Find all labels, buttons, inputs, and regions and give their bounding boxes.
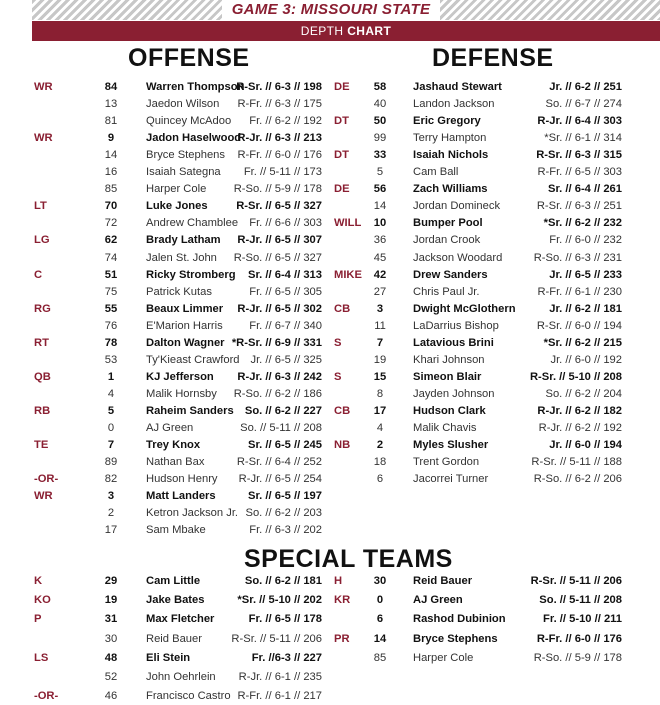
jersey-number: 53 [104, 353, 118, 366]
jersey-number: 2 [107, 507, 115, 520]
jersey-number: 8 [376, 387, 384, 400]
player-name: Sam Mbake [146, 524, 206, 537]
player-class-height-weight: Fr. // 6-2 // 192 [249, 115, 322, 128]
player-name: E'Marion Harris [146, 319, 223, 332]
offense-heading: OFFENSE [128, 44, 250, 72]
player-row [334, 437, 622, 454]
player-name: Hudson Henry [146, 473, 218, 486]
player-row [334, 181, 622, 198]
jersey-number: 27 [373, 285, 387, 298]
player-row [34, 164, 322, 181]
player-class-height-weight: R-Jr. // 6-1 // 235 [238, 671, 322, 683]
position-label: CB [334, 302, 351, 315]
player-row [34, 437, 322, 454]
player-name: Dwight McGlothern [413, 302, 516, 315]
player-class-height-weight: Fr. // 6-5 // 305 [249, 285, 322, 298]
player-row [334, 352, 622, 369]
position-label: RG [34, 302, 51, 315]
player-row [34, 130, 322, 147]
player-class-height-weight: R-Fr. // 6-5 // 303 [537, 166, 622, 179]
player-row [334, 471, 622, 488]
player-row [34, 284, 322, 301]
player-row [34, 318, 322, 335]
player-name: John Oehrlein [146, 671, 216, 683]
player-name: Zach Williams [413, 183, 488, 196]
position-label: DE [334, 183, 350, 196]
player-row [334, 250, 622, 267]
player-row [34, 113, 322, 130]
jersey-number: 42 [373, 268, 387, 281]
jersey-number: 46 [104, 690, 118, 703]
player-class-height-weight: R-Jr. // 6-5 // 254 [238, 473, 322, 486]
jersey-number: 7 [107, 439, 115, 452]
jersey-number: 82 [104, 473, 118, 486]
player-row [34, 250, 322, 267]
player-class-height-weight: R-So. // 6-5 // 327 [233, 251, 322, 264]
player-name: Latavious Brini [413, 336, 494, 349]
player-name: Cam Little [146, 575, 201, 587]
player-row [334, 232, 622, 249]
player-name: Malik Chavis [413, 422, 477, 434]
player-name: Matt Landers [146, 490, 216, 503]
position-label: S [334, 370, 342, 383]
jersey-number: 13 [104, 98, 118, 111]
player-class-height-weight: Sr. // 6-4 // 261 [547, 183, 622, 196]
player-row [334, 454, 622, 471]
position-label: -OR- [34, 473, 59, 486]
position-label: LG [34, 234, 50, 247]
player-name: Jordan Domineck [413, 200, 501, 213]
player-class-height-weight: R-Jr. // 6-5 // 307 [237, 234, 322, 247]
player-class-height-weight: Fr. // 6-6 // 303 [249, 217, 322, 230]
position-label: CB [334, 404, 351, 417]
position-label: K [34, 575, 43, 587]
player-class-height-weight: Sr. // 6-5 // 197 [247, 490, 322, 503]
position-label: RB [34, 404, 51, 417]
player-row [34, 573, 322, 590]
player-name: Eli Stein [146, 651, 191, 664]
position-label: KR [334, 594, 351, 607]
player-row [334, 130, 622, 147]
position-label: WILL [334, 217, 362, 230]
position-label: LT [34, 200, 47, 213]
player-name: Isaiah Nichols [413, 149, 489, 162]
player-class-height-weight: R-Sr. // 6-3 // 198 [236, 81, 322, 93]
player-class-height-weight: R-So. // 5-9 // 178 [233, 183, 322, 196]
player-row [34, 147, 322, 164]
player-row [334, 386, 622, 403]
player-name: Harper Cole [413, 651, 474, 664]
player-name: Ketron Jackson Jr. [146, 507, 239, 520]
player-row [334, 611, 622, 628]
player-row [34, 669, 322, 686]
player-class-height-weight: R-Jr. // 6-4 // 303 [537, 115, 622, 128]
jersey-number: 18 [373, 456, 387, 469]
jersey-number: 6 [376, 613, 384, 626]
player-class-height-weight: So. // 6-2 // 204 [545, 387, 622, 400]
jersey-number: 81 [104, 115, 118, 128]
player-class-height-weight: R-Sr. // 6-3 // 315 [536, 149, 622, 162]
jersey-number: 78 [104, 336, 118, 349]
jersey-number: 99 [373, 132, 387, 145]
player-row [334, 420, 622, 437]
player-row [34, 611, 322, 628]
jersey-number: 55 [104, 302, 118, 315]
position-label: WR [34, 490, 53, 503]
position-label: DT [334, 149, 349, 162]
jersey-number: 19 [104, 594, 118, 607]
jersey-number: 45 [373, 251, 387, 264]
player-row [334, 284, 622, 301]
jersey-number: 76 [104, 319, 118, 332]
player-row [34, 454, 322, 471]
player-class-height-weight: R-Fr. // 6-1 // 230 [537, 285, 622, 298]
player-class-height-weight: R-Sr. // 5-11 // 206 [530, 575, 622, 587]
depth-chart-label-depth: DEPTH [300, 24, 344, 38]
position-label: NB [334, 439, 351, 452]
player-name: Khari Johnson [413, 353, 485, 366]
jersey-number: 0 [376, 594, 384, 607]
player-row [34, 198, 322, 215]
position-label: C [34, 268, 43, 281]
position-label: TE [34, 439, 49, 452]
jersey-number: 1 [107, 370, 115, 383]
jersey-number: 89 [104, 456, 118, 469]
player-class-height-weight: Fr. //6-3 // 227 [251, 651, 322, 664]
player-row [34, 232, 322, 249]
position-label: S [334, 336, 342, 349]
player-row [34, 181, 322, 198]
player-class-height-weight: R-Jr. // 6-5 // 302 [237, 302, 322, 315]
player-class-height-weight: Jr. // 6-5 // 325 [250, 353, 322, 366]
player-name: Jaedon Wilson [146, 98, 220, 111]
player-name: Beaux Limmer [146, 302, 224, 315]
jersey-number: 11 [374, 319, 386, 332]
player-class-height-weight: So. // 6-2 // 203 [245, 507, 322, 520]
jersey-number: 4 [107, 387, 115, 400]
player-class-height-weight: Sr. // 6-5 // 245 [247, 439, 322, 452]
player-name: Luke Jones [146, 200, 208, 213]
player-name: Jackson Woodard [413, 251, 503, 264]
player-name: AJ Green [146, 422, 194, 434]
player-name: Myles Slusher [413, 439, 489, 452]
player-row [34, 592, 322, 609]
player-name: Landon Jackson [413, 98, 495, 111]
player-class-height-weight: R-Fr. // 6-0 // 176 [237, 149, 322, 162]
player-class-height-weight: R-Jr. // 6-2 // 182 [537, 404, 622, 417]
jersey-number: 7 [376, 336, 384, 349]
jersey-number: 14 [373, 200, 387, 213]
depth-chart-bar [32, 21, 660, 41]
jersey-number: 50 [373, 115, 387, 128]
position-label: DT [334, 115, 349, 128]
player-row [34, 96, 322, 113]
player-class-height-weight: Jr. // 6-2 // 251 [549, 81, 622, 93]
player-class-height-weight: R-Sr. // 5-11 // 188 [531, 456, 622, 469]
game-title: GAME 3: MISSOURI STATE [222, 0, 440, 20]
player-row [334, 573, 622, 590]
player-class-height-weight: Jr. // 6-0 // 192 [550, 353, 622, 366]
player-name: Reid Bauer [413, 575, 473, 587]
player-class-height-weight: *Sr. // 6-2 // 215 [543, 336, 622, 349]
jersey-number: 75 [104, 285, 118, 298]
player-class-height-weight: R-Fr. // 6-0 // 176 [536, 632, 622, 645]
player-row [34, 386, 322, 403]
position-label: KO [34, 594, 51, 607]
player-row [34, 79, 322, 96]
player-row [334, 650, 622, 667]
jersey-number: 36 [373, 234, 387, 247]
player-class-height-weight: R-Sr. // 6-0 // 194 [536, 319, 622, 332]
player-class-height-weight: So. // 6-2 // 227 [244, 404, 322, 417]
jersey-number: 51 [104, 268, 118, 281]
player-class-height-weight: R-Sr. // 5-10 // 208 [529, 370, 622, 383]
jersey-number: 14 [104, 149, 118, 162]
player-row [34, 267, 322, 284]
player-class-height-weight: R-Jr. // 6-3 // 213 [237, 132, 322, 145]
position-label: LS [34, 651, 49, 664]
player-class-height-weight: R-So. // 6-2 // 186 [233, 387, 322, 400]
player-class-height-weight: R-Fr. // 6-3 // 175 [237, 98, 322, 111]
player-name: Rashod Dubinion [413, 613, 506, 626]
player-name: Cam Ball [413, 166, 459, 179]
player-row [334, 631, 622, 648]
jersey-number: 17 [373, 404, 387, 417]
jersey-number: 74 [104, 251, 118, 264]
player-name: Reid Bauer [146, 632, 202, 645]
position-label: WR [34, 81, 53, 93]
player-name: Jadon Haselwood [146, 132, 242, 145]
jersey-number: 58 [373, 81, 387, 93]
player-row [334, 164, 622, 181]
player-row [34, 505, 322, 522]
player-row [34, 488, 322, 505]
position-label: PR [334, 632, 350, 645]
player-row [334, 267, 622, 284]
jersey-number: 3 [107, 490, 115, 503]
player-name: Jalen St. John [146, 251, 217, 264]
jersey-number: 6 [376, 473, 384, 486]
jersey-number: 56 [373, 183, 387, 196]
player-name: Eric Gregory [413, 115, 481, 128]
player-name: Francisco Castro [146, 690, 231, 703]
player-class-height-weight: R-So. // 5-9 // 178 [533, 651, 622, 664]
player-row [334, 318, 622, 335]
player-class-height-weight: R-Sr. // 6-5 // 327 [236, 200, 322, 213]
player-class-height-weight: R-Sr. // 5-11 // 206 [231, 632, 322, 645]
player-name: Patrick Kutas [146, 285, 212, 298]
jersey-number: 30 [373, 575, 387, 587]
player-name: Malik Hornsby [146, 387, 217, 400]
player-class-height-weight: R-Sr. // 6-4 // 252 [236, 456, 322, 469]
position-label: WR [34, 132, 53, 145]
player-row [34, 471, 322, 488]
player-name: Max Fletcher [146, 613, 215, 626]
player-name: LaDarrius Bishop [413, 319, 499, 332]
player-name: Jashaud Stewart [413, 81, 502, 93]
jersey-number: 17 [104, 524, 118, 537]
player-name: Hudson Clark [413, 404, 486, 417]
player-row [334, 113, 622, 130]
jersey-number: 14 [373, 632, 387, 645]
player-name: Quincey McAdoo [146, 115, 232, 128]
jersey-number: 10 [373, 217, 387, 230]
player-row [34, 403, 322, 420]
player-row [34, 650, 322, 667]
player-name: Jayden Johnson [413, 387, 495, 400]
player-row [334, 403, 622, 420]
player-class-height-weight: Fr. // 5-11 // 173 [243, 166, 322, 179]
player-class-height-weight: So. // 5-11 // 208 [539, 594, 622, 607]
player-class-height-weight: Jr. // 6-5 // 233 [549, 268, 622, 281]
player-class-height-weight: *Sr. // 6-1 // 314 [544, 132, 622, 145]
player-name: Simeon Blair [413, 370, 482, 383]
player-row [34, 631, 322, 648]
player-row [334, 96, 622, 113]
player-class-height-weight: Fr. // 6-7 // 340 [249, 319, 322, 332]
player-name: Chris Paul Jr. [413, 285, 480, 298]
player-name: AJ Green [413, 594, 463, 607]
jersey-number: 5 [376, 166, 384, 179]
player-name: Jordan Crook [413, 234, 481, 247]
jersey-number: 0 [107, 422, 115, 434]
position-label: QB [34, 370, 51, 383]
jersey-number: 85 [104, 183, 118, 196]
player-name: Jacorrei Turner [413, 473, 489, 486]
jersey-number: 4 [376, 422, 384, 434]
player-row [34, 215, 322, 232]
player-class-height-weight: *Sr. // 5-10 // 202 [237, 594, 322, 607]
player-row [34, 335, 322, 352]
player-name: Drew Sanders [413, 268, 488, 281]
player-name: Bryce Stephens [413, 632, 498, 645]
jersey-number: 70 [104, 200, 118, 213]
player-class-height-weight: So. // 6-2 // 181 [244, 575, 322, 587]
jersey-number: 31 [104, 613, 118, 626]
player-class-height-weight: So. // 5-11 // 208 [240, 422, 322, 434]
player-name: Andrew Chamblee [146, 217, 239, 230]
player-name: Ty'Kieast Crawford [146, 353, 240, 366]
jersey-number: 62 [104, 234, 118, 247]
player-name: Jake Bates [146, 594, 205, 607]
jersey-number: 85 [373, 651, 387, 664]
position-label: DE [334, 81, 350, 93]
player-class-height-weight: So. // 6-7 // 274 [545, 98, 622, 111]
jersey-number: 3 [376, 302, 384, 315]
player-class-height-weight: Jr. // 6-2 // 181 [549, 302, 622, 315]
player-name: Bryce Stephens [146, 149, 225, 162]
player-row [334, 147, 622, 164]
player-class-height-weight: R-So. // 6-3 // 231 [533, 251, 622, 264]
position-label: P [34, 613, 42, 626]
player-row [34, 420, 322, 437]
player-class-height-weight: *Sr. // 6-2 // 232 [543, 217, 622, 230]
position-label: -OR- [34, 690, 59, 703]
player-row [334, 79, 622, 96]
player-class-height-weight: Sr. // 6-4 // 313 [247, 268, 322, 281]
player-class-height-weight: R-Jr. // 6-3 // 242 [237, 370, 322, 383]
defense-heading: DEFENSE [432, 44, 554, 72]
jersey-number: 15 [373, 370, 387, 383]
player-name: Bumper Pool [413, 217, 483, 230]
player-row [334, 369, 622, 386]
jersey-number: 5 [107, 404, 115, 417]
player-name: Brady Latham [146, 234, 221, 247]
player-row [334, 335, 622, 352]
position-label: MIKE [334, 268, 362, 281]
player-class-height-weight: Jr. // 6-0 // 194 [549, 439, 622, 452]
player-class-height-weight: *R-Sr. // 6-9 // 331 [231, 336, 322, 349]
jersey-number: 84 [104, 81, 118, 93]
player-row [34, 301, 322, 318]
player-name: KJ Jefferson [146, 370, 214, 383]
jersey-number: 29 [104, 575, 118, 587]
special-teams-heading: SPECIAL TEAMS [244, 545, 453, 573]
player-class-height-weight: Fr. // 5-10 // 211 [543, 613, 622, 626]
player-class-height-weight: R-Fr. // 6-1 // 217 [237, 690, 322, 703]
player-name: Ricky Stromberg [146, 268, 236, 281]
player-class-height-weight: Fr. // 6-3 // 202 [249, 524, 322, 537]
jersey-number: 16 [104, 166, 118, 179]
player-name: Terry Hampton [413, 132, 487, 145]
player-name: Warren Thompson [146, 81, 245, 93]
jersey-number: 48 [104, 651, 118, 664]
player-row [34, 352, 322, 369]
player-name: Isaiah Sategna [146, 166, 221, 179]
player-class-height-weight: R-So. // 6-2 // 206 [533, 473, 622, 486]
player-name: Trent Gordon [413, 456, 480, 469]
player-class-height-weight: R-Jr. // 6-2 // 192 [538, 422, 622, 434]
player-class-height-weight: Fr. // 6-5 // 178 [248, 613, 322, 626]
player-name: Trey Knox [146, 439, 201, 452]
position-label: RT [34, 336, 49, 349]
position-label: H [334, 575, 343, 587]
jersey-number: 2 [376, 439, 384, 452]
player-row [34, 688, 322, 705]
jersey-number: 52 [104, 671, 118, 683]
player-name: Nathan Bax [146, 456, 205, 469]
player-name: Raheim Sanders [146, 404, 234, 417]
player-class-height-weight: R-Sr. // 6-3 // 251 [536, 200, 622, 213]
player-row [334, 301, 622, 318]
jersey-number: 9 [107, 132, 115, 145]
jersey-number: 40 [373, 98, 387, 111]
player-name: Harper Cole [146, 183, 207, 196]
jersey-number: 19 [373, 353, 387, 366]
player-name: Dalton Wagner [146, 336, 225, 349]
player-class-height-weight: Fr. // 6-0 // 232 [549, 234, 622, 247]
player-row [334, 215, 622, 232]
jersey-number: 33 [373, 149, 387, 162]
player-row [334, 198, 622, 215]
jersey-number: 72 [104, 217, 118, 230]
player-row [334, 592, 622, 609]
depth-chart-label-chart: CHART [347, 24, 392, 38]
jersey-number: 30 [104, 632, 118, 645]
player-row [34, 522, 322, 539]
player-row [34, 369, 322, 386]
